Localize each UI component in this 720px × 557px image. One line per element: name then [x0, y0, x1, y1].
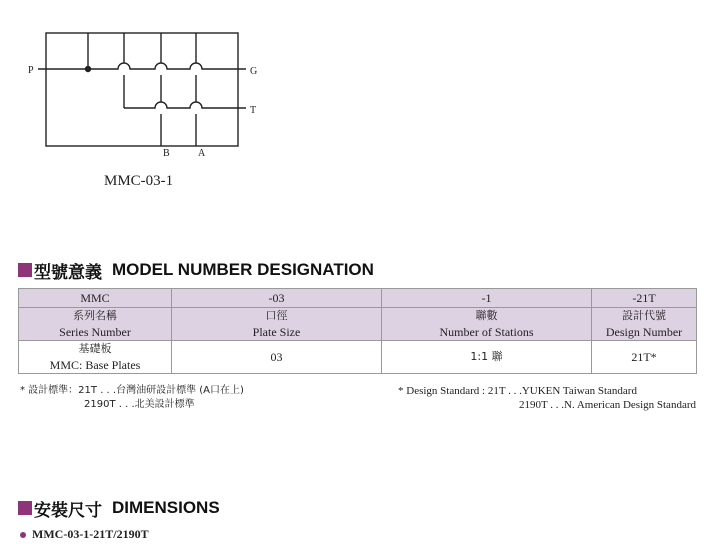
designation-header-row: [19, 289, 697, 308]
port-label-a: A: [198, 148, 206, 159]
line-t: [124, 102, 246, 108]
header-cell-stations: -1: [382, 289, 592, 308]
note-left-line1: * 設計標準：21T . . .台灣油研設計標準 (A口在上): [20, 385, 244, 396]
note-right-line1: * Design Standard : 21T . . .YUKEN Taiwan Standard: [398, 385, 637, 397]
designation-title-zh: 型號意義: [34, 262, 102, 283]
note-right-line2: 2190T . . .N. American Design Standard: [519, 399, 696, 411]
dimensions-heading: [18, 496, 220, 520]
line-p-to-g: [38, 63, 246, 69]
header-cell-series: MMC: [19, 289, 172, 308]
label-size-en: Plate Size: [252, 325, 301, 339]
designation-data-row: [19, 341, 697, 374]
data-series-zh: 基礎板: [78, 342, 112, 355]
label-cell-size: [172, 308, 382, 341]
label-design-zh: 設計代號: [622, 309, 666, 322]
label-series-en: Series Number: [59, 325, 131, 339]
block-outline: [46, 33, 238, 146]
data-cell-design: 21T*: [592, 341, 697, 374]
note-left-line2: 2190T . . .北美設計標準: [84, 399, 195, 410]
data-cell-series: [19, 341, 172, 374]
dimensions-model-item: [20, 527, 149, 542]
label-design-en: Design Number: [605, 325, 683, 339]
designation-label-row: [19, 308, 697, 341]
port-label-t: T: [250, 105, 257, 116]
square-bullet-icon: [18, 263, 32, 277]
data-series-en: MMC: Base Plates: [49, 358, 141, 372]
label-cell-design: [592, 308, 697, 341]
label-cell-series: [19, 308, 172, 341]
port-label-p: P: [28, 65, 34, 76]
designation-table: [18, 288, 697, 374]
dimensions-title-zh: 安裝尺寸: [34, 500, 102, 521]
label-stations-en: Number of Stations: [439, 325, 534, 339]
label-cell-stations: [382, 308, 592, 341]
dimensions-title-en: DIMENSIONS: [112, 498, 220, 517]
data-cell-size: 03: [172, 341, 382, 374]
designation-title-en: MODEL NUMBER DESIGNATION: [112, 260, 374, 279]
header-cell-design: -21T: [592, 289, 697, 308]
label-series-zh: 系列名稱: [73, 309, 117, 322]
label-stations-zh: 聯數: [475, 309, 498, 322]
dimensions-model-label: MMC-03-1-21T/2190T: [32, 527, 149, 541]
diagram-caption: MMC-03-1: [104, 173, 174, 189]
junction-dot: [85, 66, 91, 72]
data-cell-stations: 1:1 聯: [382, 341, 592, 374]
note-right: [398, 384, 696, 412]
header-cell-size: -03: [172, 289, 382, 308]
note-left: [20, 384, 244, 412]
port-label-g: G: [250, 66, 258, 77]
designation-heading: [18, 258, 374, 282]
round-bullet-icon: [20, 532, 26, 538]
square-bullet-icon: [18, 501, 32, 515]
port-label-b: B: [163, 148, 170, 159]
label-size-zh: 口徑: [265, 309, 288, 322]
circuit-diagram: [0, 0, 300, 170]
